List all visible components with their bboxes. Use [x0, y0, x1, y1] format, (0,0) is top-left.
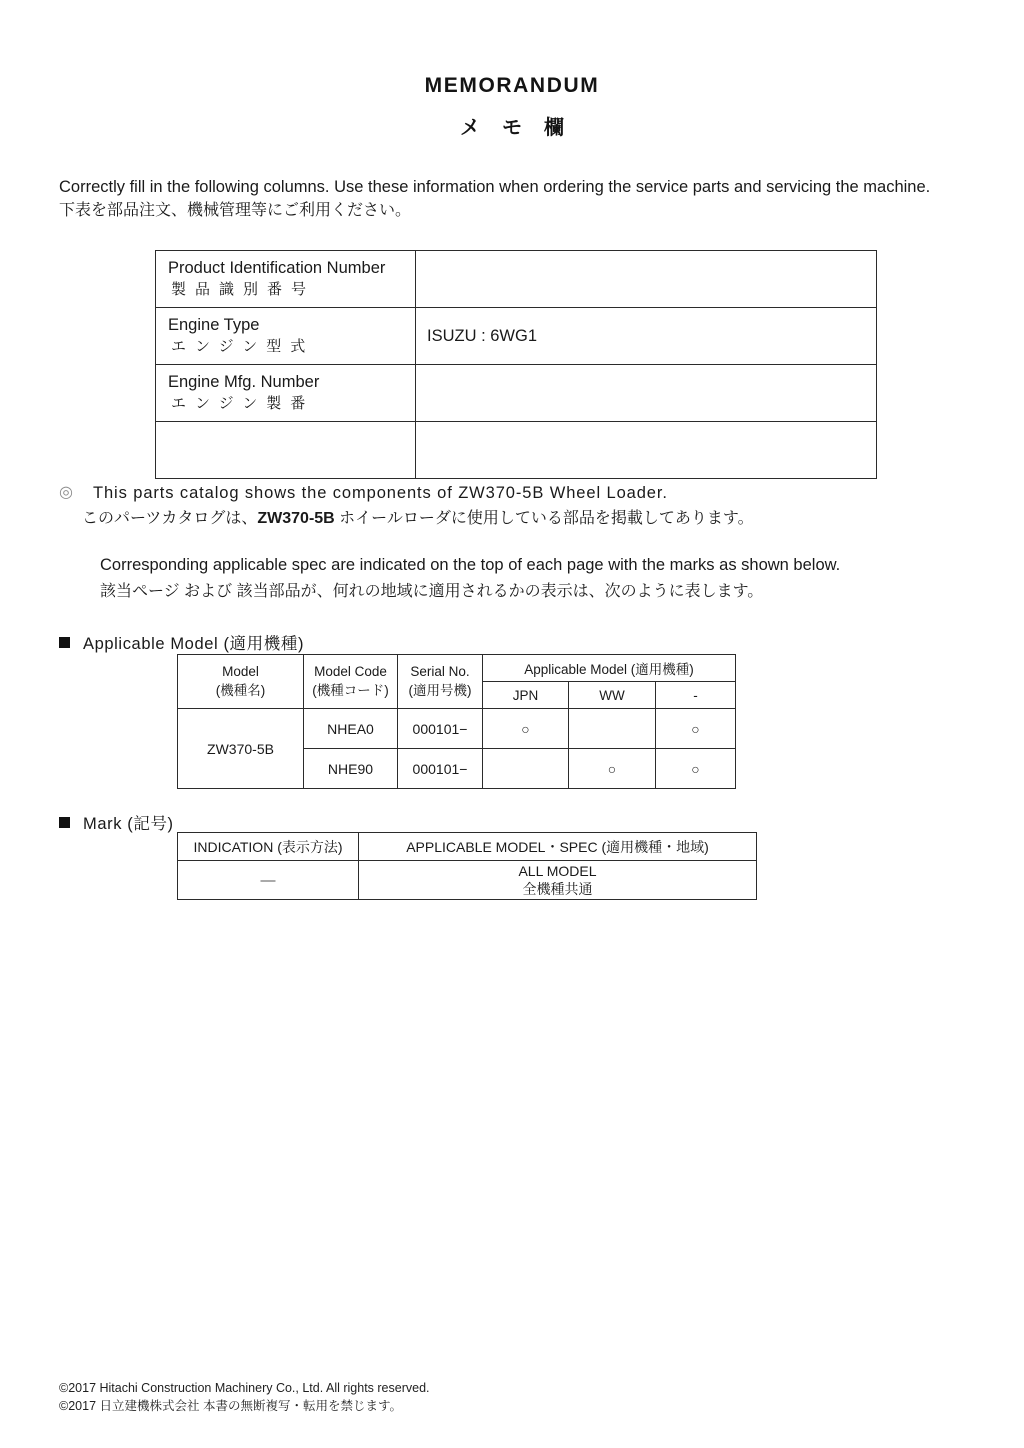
applicable-model-table — [177, 654, 736, 789]
am-cell-serial: 000101− — [398, 709, 483, 749]
pid-row-value-blank[interactable] — [416, 422, 877, 479]
pid-row-value-engine-type[interactable]: ISUZU : 6WG1 — [416, 308, 877, 365]
am-header-serial-en: Serial No. — [410, 664, 470, 679]
label-japanese: エンジン製番 — [171, 395, 315, 412]
square-bullet-icon — [59, 817, 70, 828]
am-cell-serial: 000101− — [398, 749, 483, 789]
table-header-row — [178, 833, 757, 861]
am-cell-model-code: NHEA0 — [304, 709, 398, 749]
am-header-serial — [398, 655, 483, 709]
spec-note-japanese: 該当ページ および 該当部品が、何れの地域に適用されるかの表示は、次のように表します。 — [100, 583, 764, 600]
label-japanese: エンジン型式 — [171, 338, 315, 355]
table-row — [156, 251, 877, 308]
am-header-group: Applicable Model (適用機種) — [483, 655, 736, 682]
mark-header-indication: INDICATION (表示方法) — [178, 833, 359, 861]
mark-cell-applicable-en: ALL MODEL — [518, 863, 597, 879]
table-row — [156, 422, 877, 479]
catalog-note-japanese — [59, 505, 989, 532]
am-header-spec-jpn: JPN — [483, 682, 569, 709]
am-header-model-code — [304, 655, 398, 709]
table-header-row — [178, 655, 736, 682]
label-english: Engine Type — [168, 316, 260, 334]
am-header-model-code-en: Model Code — [314, 664, 387, 679]
am-header-model-code-jp: (機種コード) — [312, 683, 389, 698]
section-heading-applicable-model-label: Applicable Model (適用機種) — [83, 635, 305, 653]
pid-row-label-engine-mfg-number — [156, 365, 416, 422]
am-cell-model-code: NHE90 — [304, 749, 398, 789]
mark-table — [177, 832, 757, 900]
am-header-model-jp: (機種名) — [215, 683, 266, 698]
footer — [59, 1379, 759, 1415]
double-circle-bullet-icon: ◎ — [59, 484, 73, 501]
pid-row-value-product-id[interactable] — [416, 251, 877, 308]
page-title-english: MEMORANDUM — [424, 74, 600, 97]
spec-note — [100, 553, 1000, 605]
catalog-note-japanese-post: ホイールローダに使用している部品を掲載してあります。 — [334, 510, 754, 527]
mark-header-applicable: APPLICABLE MODEL・SPEC (適用機種・地域) — [359, 833, 757, 861]
spec-note-english: Corresponding applicable spec are indicated on the top of each page with the marks as shown below. — [100, 556, 841, 574]
am-header-spec-ww: WW — [569, 682, 656, 709]
intro-line-japanese: 下表を部品注文、機械管理等にご利用ください。 — [59, 202, 412, 219]
catalog-note — [59, 481, 989, 532]
product-identification-table — [155, 250, 877, 479]
footer-copyright-english: ©2017 Hitachi Construction Machinery Co., Ltd. All rights reserved. — [59, 1381, 430, 1395]
intro-paragraph — [59, 176, 989, 223]
label-japanese: 製品識別番号 — [171, 281, 316, 298]
table-row — [156, 308, 877, 365]
am-cell-model-name: ZW370-5B — [178, 709, 304, 789]
section-heading-mark-label: Mark (記号) — [83, 815, 174, 833]
intro-line-english: Correctly fill in the following columns. Use these information when ordering the service parts and servicing the machine. — [59, 178, 931, 196]
am-header-model — [178, 655, 304, 709]
am-cell-spec-ww — [569, 709, 656, 749]
catalog-note-english-row — [59, 481, 989, 505]
am-cell-spec-dash: ○ — [656, 749, 736, 789]
label-english: Engine Mfg. Number — [168, 373, 320, 391]
mark-cell-indication: — — [178, 861, 359, 900]
section-heading-applicable-model — [59, 630, 304, 654]
catalog-note-japanese-model: ZW370-5B — [257, 510, 335, 527]
mark-cell-applicable — [359, 861, 757, 900]
am-cell-spec-ww: ○ — [569, 749, 656, 789]
square-bullet-icon — [59, 637, 70, 648]
footer-copyright-japanese: ©2017 日立建機株式会社 本書の無断複写・転用を禁じます。 — [59, 1399, 402, 1413]
catalog-note-english: This parts catalog shows the components of ZW370-5B Wheel Loader. — [93, 484, 668, 502]
am-cell-spec-jpn — [483, 749, 569, 789]
am-cell-spec-dash: ○ — [656, 709, 736, 749]
table-row — [156, 365, 877, 422]
am-header-model-en: Model — [222, 664, 259, 679]
pid-row-value-engine-mfg-number[interactable] — [416, 365, 877, 422]
mark-cell-applicable-jp: 全機種共通 — [522, 881, 593, 897]
table-row — [178, 861, 757, 900]
catalog-note-japanese-pre: このパーツカタログは、 — [82, 510, 258, 527]
pid-row-label-engine-type — [156, 308, 416, 365]
section-heading-mark — [59, 810, 174, 834]
am-header-spec-dash: - — [656, 682, 736, 709]
page-title-japanese: メモ欄 — [460, 117, 586, 139]
label-english: Product Identification Number — [168, 259, 386, 277]
am-header-serial-jp: (適用号機) — [408, 683, 472, 698]
pid-row-label-product-id — [156, 251, 416, 308]
pid-row-label-blank[interactable] — [156, 422, 416, 479]
table-row — [178, 709, 736, 749]
am-cell-spec-jpn: ○ — [483, 709, 569, 749]
